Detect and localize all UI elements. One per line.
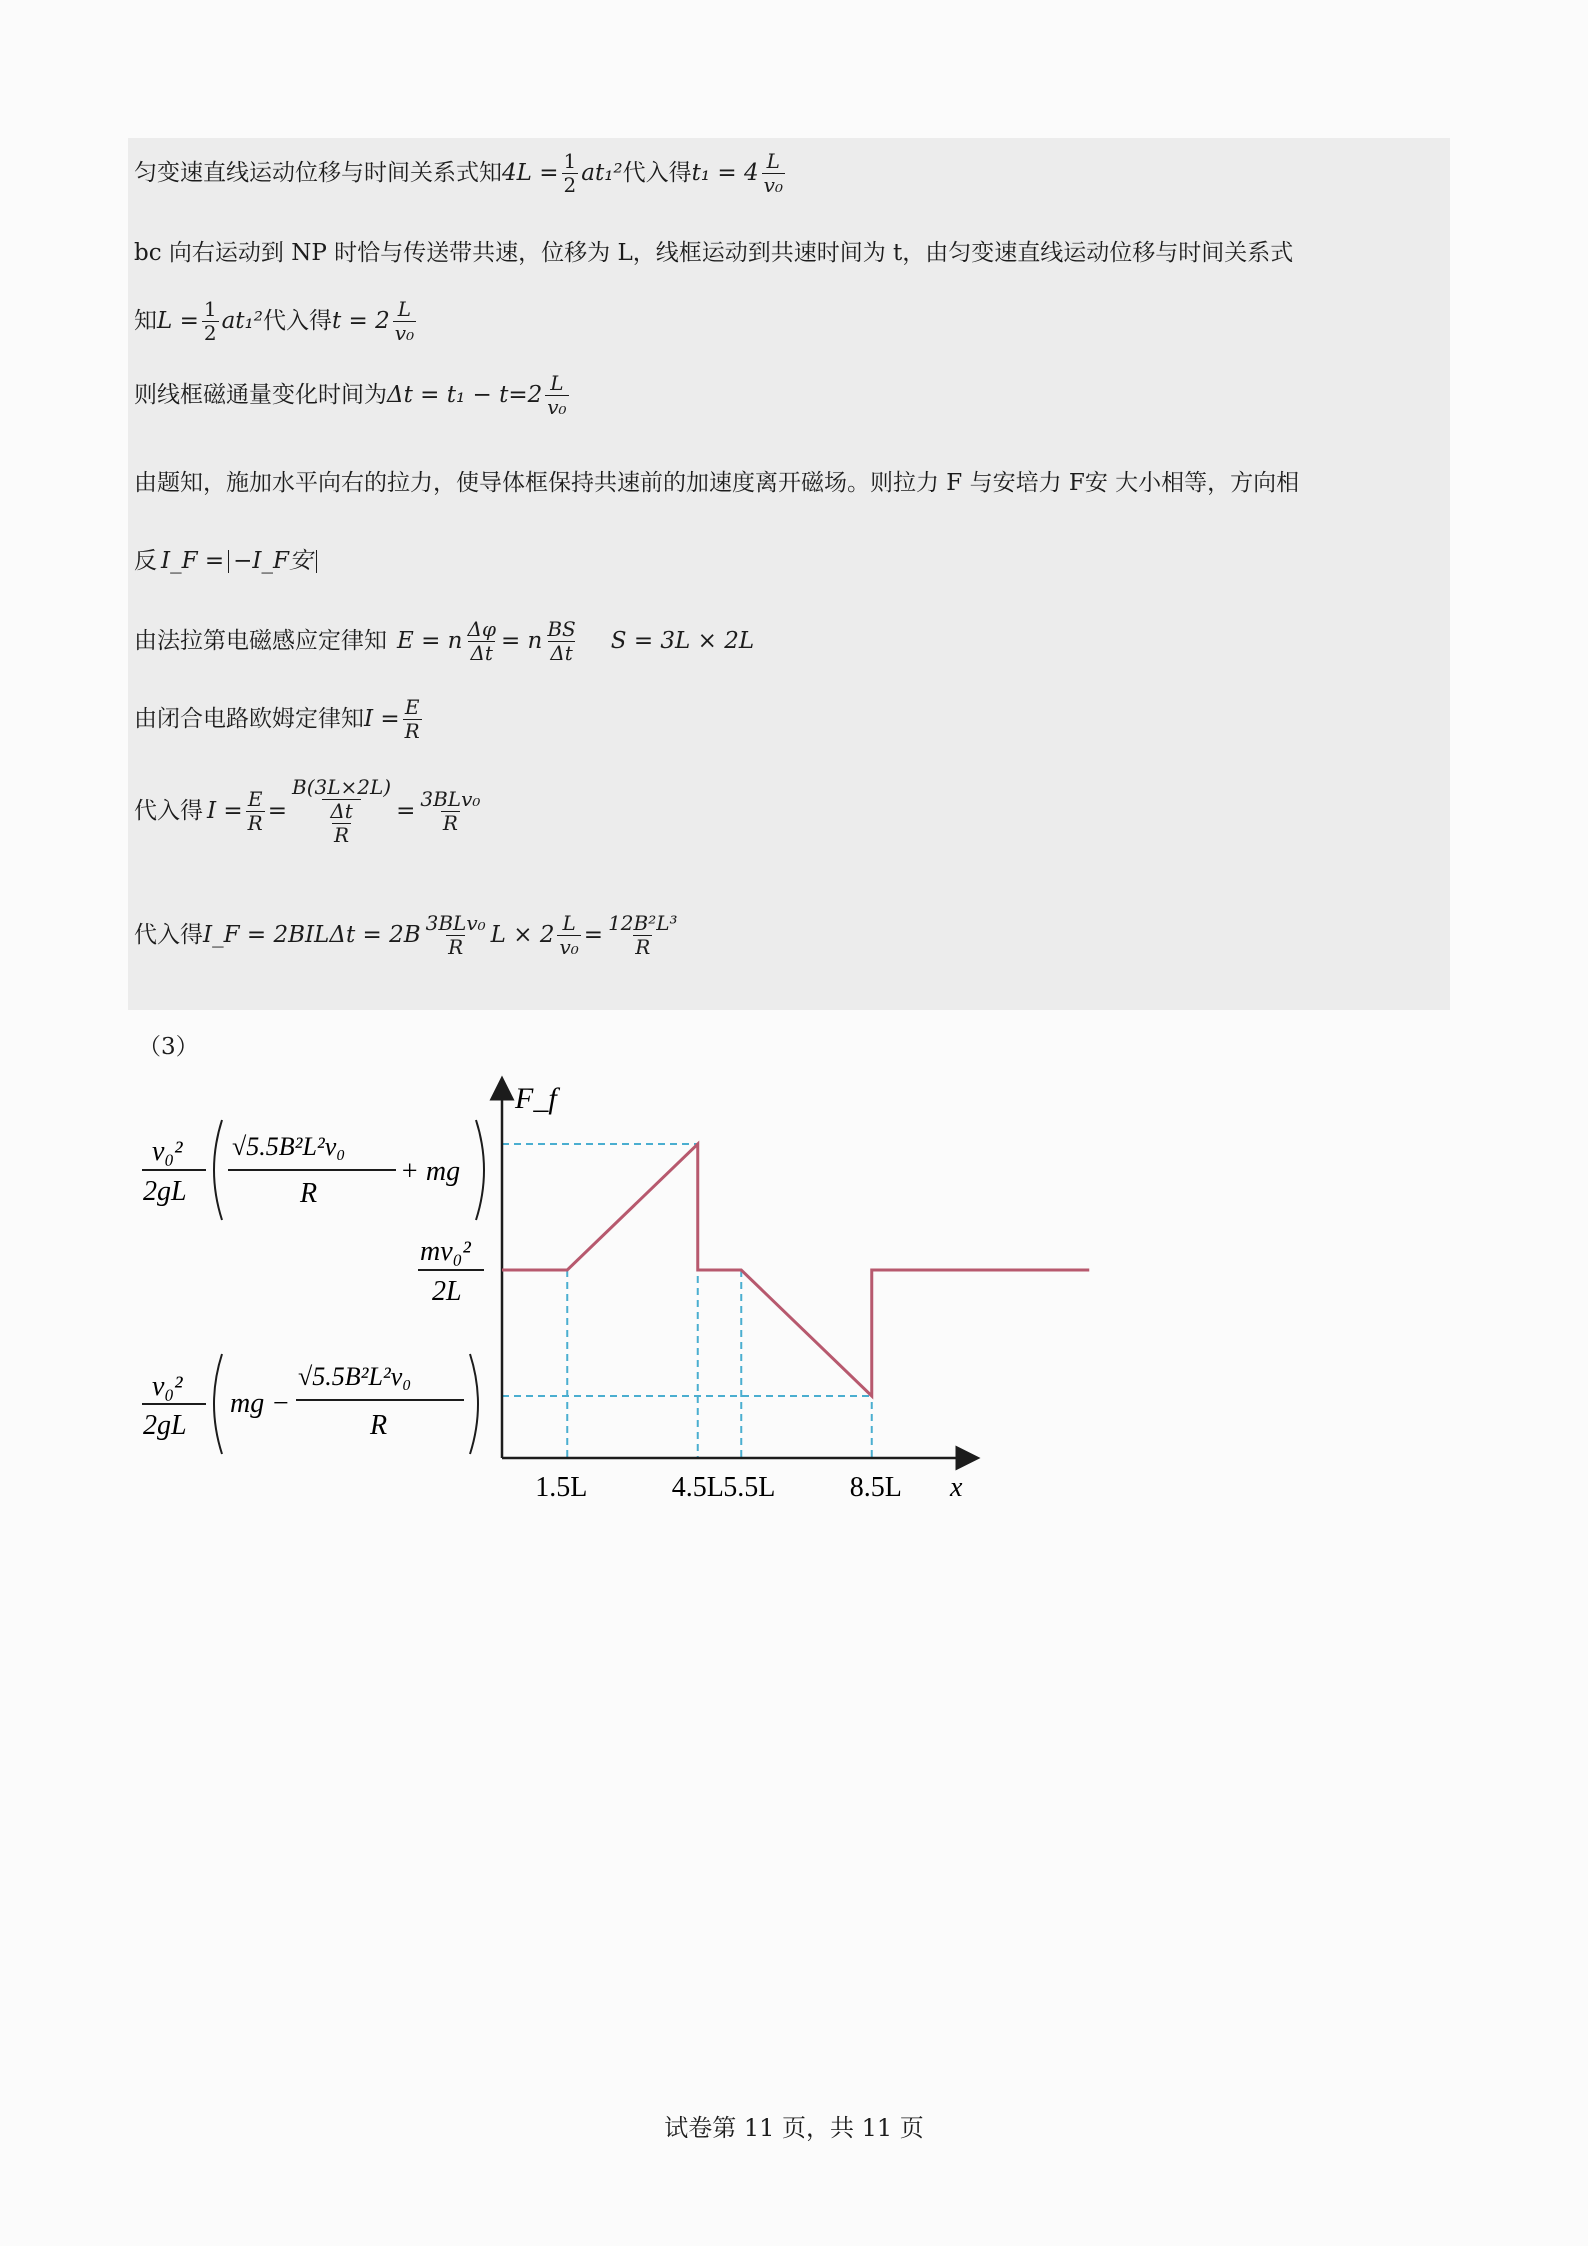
y-label-high-den: 2gL bbox=[143, 1176, 187, 1207]
y-label-high-inner-den: R bbox=[300, 1178, 318, 1209]
solution-line-5: 由题知，施加水平向右的拉力，使导体框保持共速前的加速度离开磁场。则拉力 F 与安培力 F安 大小相等，方向相 bbox=[134, 470, 1300, 496]
solution-line-3: 知 L = $\frac{1}{2}$ at₁² 代入得 t = 2 $\frac{L}{\text{v₀}}$ bbox=[134, 297, 415, 345]
x-tick-label: 1.5L bbox=[535, 1472, 588, 1503]
force-series-line bbox=[502, 1144, 1089, 1396]
solution-line-10: 代入得 I_F = 2BILΔt = 2B $\frac{\text{3BLv₀}}{R}$ L × 2 $\frac{L}{\text{v₀}}$ = $\frac{\text{12B²L³}}{R}$ bbox=[134, 911, 678, 959]
part-3-label: （3） bbox=[138, 1034, 199, 1060]
y-label-high-tail: + mg bbox=[400, 1156, 461, 1187]
y-label-low-inner-num: √5.5B²L²v₀ bbox=[298, 1362, 412, 1391]
solution-line-4: 则线框磁通量变化时间为 Δt = t₁ − t=2 $\frac{L}{\text{v₀}}$ bbox=[134, 371, 567, 419]
y-label-low-num: v₀² bbox=[152, 1371, 183, 1402]
solution-line-7: 由法拉第电磁感应定律知 E = n $\frac{\Delta\varphi}{\Delta t}$ = n $\frac{BS}{\Delta t}$ S = 3L × 2L bbox=[134, 617, 755, 665]
y-label-low-paren-r bbox=[470, 1354, 478, 1454]
solution-line-8: 由闭合电路欧姆定律知 I = $\frac{E}{R}$ bbox=[134, 695, 420, 743]
y-label-low-paren-l bbox=[214, 1354, 222, 1454]
y-label-low-head: mg − bbox=[230, 1388, 291, 1419]
force-displacement-chart bbox=[0, 1060, 1588, 1620]
x-axis-label: x bbox=[950, 1472, 963, 1503]
x-tick-label: 8.5L bbox=[849, 1472, 902, 1503]
solution-box bbox=[128, 138, 1450, 1010]
y-label-high-paren-r bbox=[476, 1120, 484, 1220]
y-label-mid-num: mv₀² bbox=[420, 1236, 471, 1267]
x-tick-label: 4.5L bbox=[671, 1472, 724, 1503]
solution-line-9: 代入得 I = $\frac{E}{R}$ = B(3L×2L) Δt R = $\frac{\text{3BLv₀}}{R}$ bbox=[134, 775, 481, 847]
y-label-mid-den: 2L bbox=[432, 1276, 462, 1307]
y-label-high bbox=[142, 1120, 484, 1220]
y-label-high-paren-l bbox=[214, 1120, 222, 1220]
solution-line-1: 匀变速直线运动位移与时间关系式知 4L = $\frac{1}{2}$ at₁² 代入得 t₁ = 4 $\frac{L}{\text{v₀}}$ bbox=[134, 149, 783, 197]
solution-line-2: bc 向右运动到 NP 时恰与传送带共速，位移为 L，线框运动到共速时间为 t，由匀变速直线运动位移与时间关系式 bbox=[134, 240, 1294, 266]
y-label-low-den: 2gL bbox=[143, 1410, 187, 1441]
y-label-high-num: v₀² bbox=[152, 1136, 183, 1167]
solution-line-6: 反 I_F = −I_F安 bbox=[134, 550, 317, 573]
y-label-low-inner-den: R bbox=[370, 1410, 388, 1441]
y-label-low bbox=[142, 1354, 478, 1454]
y-axis-label: F_f bbox=[515, 1082, 557, 1115]
y-label-mid bbox=[418, 1236, 484, 1307]
page-footer: 试卷第 11 页，共 11 页 bbox=[664, 2114, 924, 2142]
y-label-high-inner-num: √5.5B²L²v₀ bbox=[232, 1132, 346, 1161]
x-tick-label: 5.5L bbox=[723, 1472, 776, 1503]
